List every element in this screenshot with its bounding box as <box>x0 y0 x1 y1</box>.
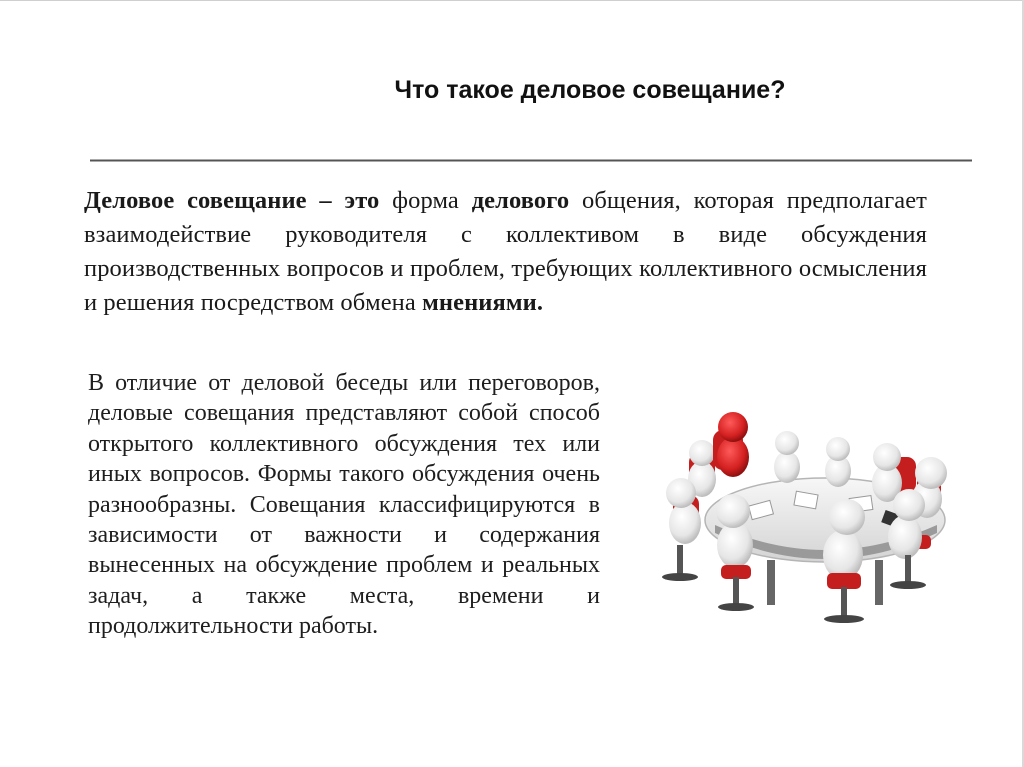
definition-ending: мнениями. <box>422 289 544 316</box>
definition-term: Деловое совещание <box>84 187 307 214</box>
definition-paragraph <box>84 184 927 320</box>
definition-bold-word: делового <box>471 187 570 214</box>
meeting-table-figures-icon <box>655 405 975 645</box>
definition-text-2: общения, которая предполагает взаимодействие руководителя с коллективом в виде обсуждения производственных вопросов и проблем, требующих коллективного осмысления и решения посредством обмена <box>84 187 927 316</box>
details-paragraph: В отличие от деловой беседы или переговоров, деловые совещания представляют собой способ открытого коллективного обсуждения тех или иных вопросов. Формы такого обсуждения очень разнообразны. Совещания классифицируются в зависимости от важности и содержания вынесенных на обсуждение проблем и реальных задач, а также места, времени и продолжительности работы. <box>88 370 600 640</box>
definition-text-1: форма <box>379 187 472 214</box>
definition-is-word: это <box>344 187 380 214</box>
frame-top-border <box>0 0 1024 1</box>
slide-title: Что такое деловое совещание? <box>394 76 786 104</box>
title-divider <box>90 159 972 162</box>
definition-dash: – <box>306 187 345 214</box>
